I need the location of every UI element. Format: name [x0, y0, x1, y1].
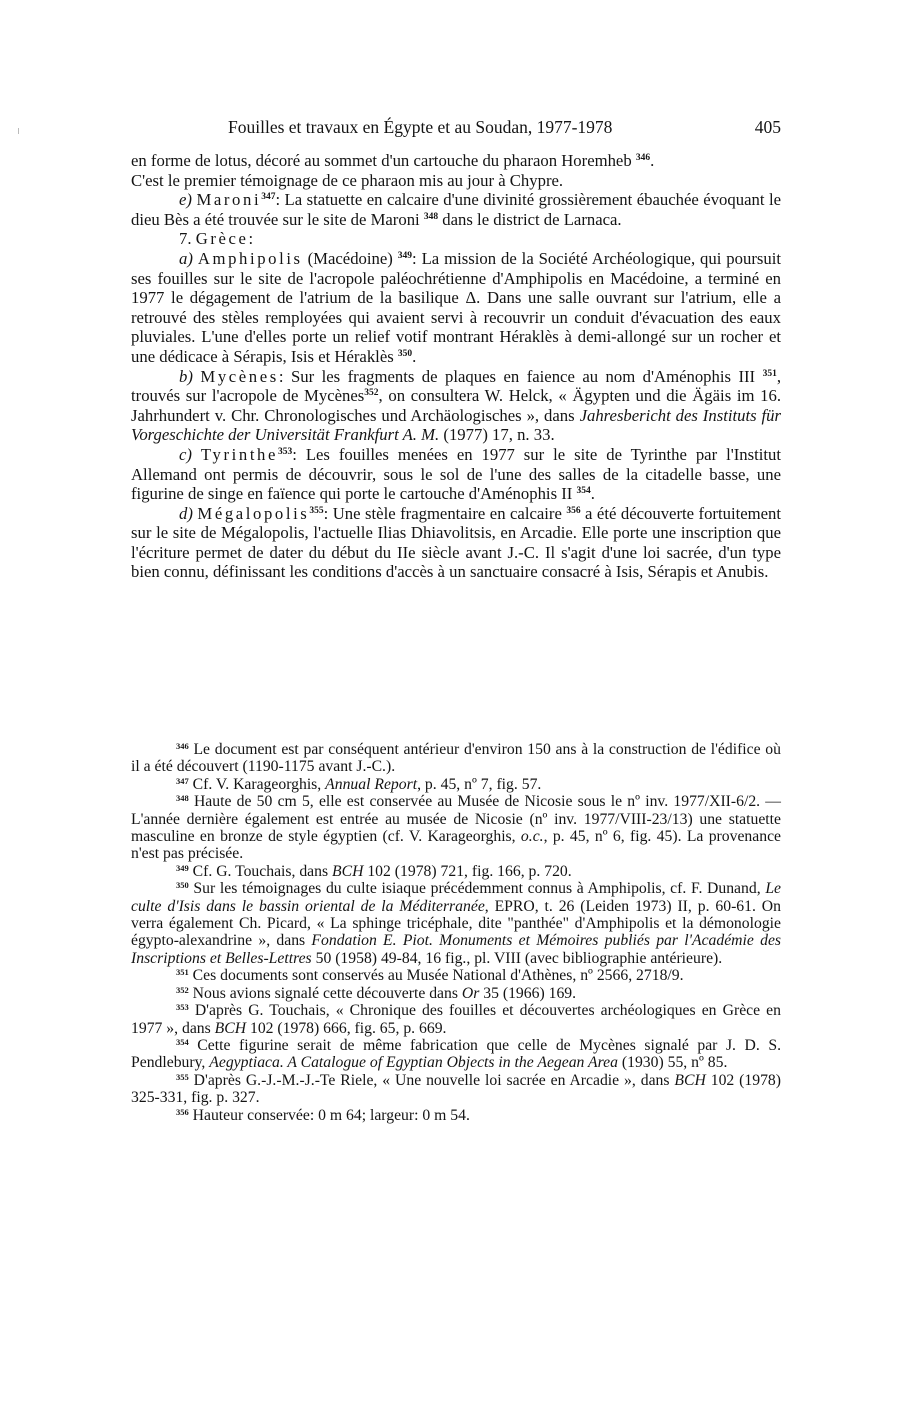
paragraph-amphipolis: a) Amphipolis (Macédoine) $^{349}$: La mission de la Société Archéologique, qui poursuit ses fouilles sur le site de l'acropole paléochrétienne d'Amphipolis en Macédoine, a terminé en 1977 le dégagement de l'atrium de la basilique Δ. Dans une salle ouvrant sur l'atrium, elle a retrouvé des stèles remployées qui avaient servi à recouvrir un conduit d'évacuation des eaux pluviales. L'une d'elles porte un relief votif montrant Héraklès à demi-allongé sur un rocher et une dédicace à Sérapis, Isis et Héraklès $^{350}$. [131, 248, 782, 366]
footnote: $^{354}$ Cette figurine serait de même fabrication que celle de Mycènes signalé par J. D. S. Pendlebury, Aegyptiaca. A Catalogue of Egyptian Objects in the Aegean Area (1930) 55, nº 85. [131, 1036, 781, 1072]
site-name: Mycènes [200, 366, 279, 386]
footnote: $^{351}$ Ces documents sont conservés au Musée National d'Athènes, nº 2566, 2718/9. [176, 967, 684, 985]
footnote: $^{352}$ Nous avions signalé cette découverte dans Or 35 (1966) 169. [176, 984, 577, 1002]
page-number: 405 [754, 117, 781, 137]
paragraph-maroni: e) Maroni$^{347}$: La statuette en calcaire d'une divinité grossièrement ébauchée évoquant le dieu Bès a été trouvée sur le site de Maroni $^{348}$ dans le district de Larnaca. [131, 190, 782, 229]
footnote-ref: 354 [576, 486, 591, 497]
footnote: $^{355}$ D'après G.-J.-M.-J.-Te Riele, « Une nouvelle loi sacrée en Arcadie », dans BCH 102 (1978) 325-331, fig. p. 327. [131, 1071, 781, 1107]
footnotes [131, 741, 781, 1124]
footnote-ref: 350 [397, 348, 413, 359]
footnote: $^{348}$ Haute de 50 cm 5, elle est conservée au Musée de Nicosie sous le nº inv. 1977/XII-6/2. — L'année dernière également est entrée au musée de Nicosie (nº inv. 1977/VIII-23/13) une statuette masculine en bronze de style égyptien (cf. V. Karageorghis, o.c., p. 45, nº 6, fig. 45). La provenance n'est pas précisée. [131, 793, 781, 863]
running-title: Fouilles et travaux en Égypte et au Soudan, 1977-1978 [228, 117, 613, 137]
site-name: Tyrinthe [200, 444, 279, 464]
section-heading-greece: 7. Grèce: [179, 229, 254, 249]
footnote-ref: 353 [278, 446, 293, 457]
footnote: $^{346}$ Le document est par conséquent antérieur d'environ 150 ans à la construction de l'édifice où il a été découvert (1190-1175 avant J.-C.). [131, 741, 781, 776]
paragraph-first-witness: C'est le premier témoignage de ce pharaon mis au jour à Chypre. [131, 170, 564, 190]
footnote-ref: 347 [261, 192, 276, 203]
margin-mark [18, 128, 19, 134]
footnote: $^{347}$ Cf. V. Karageorghis, Annual Report, p. 45, nº 7, fig. 57. [176, 775, 542, 793]
site-name: Amphipolis [197, 248, 303, 268]
footnote-ref: 352 [364, 388, 379, 399]
site-name: Mégalopolis [197, 503, 310, 523]
paragraph-mycenes: b) Mycènes: Sur les fragments de plaques en faience au nom d'Aménophis III $^{351}$, trouvés sur l'acropole de Mycènes$^{352}$, on consultera W. Helck, « Ägypten und die Ägäis im 16. Jahrhundert v. Chr. Chronologisches und Archäologisches », dans Jahresbericht des Instituts für Vorgeschichte der Universität Frankfurt A. M. (1977) 17, n. 33. [131, 366, 782, 445]
body-text [131, 151, 781, 582]
paragraph-tyrinthe: c) Tyrinthe$^{353}$: Les fouilles menées en 1977 sur le site de Tyrinthe par l'Institut Allemand ont permis de découvrir, sous le sol de l'une des salles de la citadelle basse, une figurine de singe en faïence qui porte le cartouche d'Aménophis II $^{354}$. [131, 444, 781, 504]
journal-title: Jahresbericht des Instituts für Vorgeschichte der Universität Frankfurt A. M. [131, 405, 781, 445]
paragraph-megalopolis: d) Mégalopolis$^{355}$: Une stèle fragmentaire en calcaire $^{356}$ a été découverte fortuitement sur le site de Mégalopolis, l'actuelle Ilias Dhiavolitsis, en Arcadie. Elle porte une inscription que l'écriture permet de dater du début du IIe siècle avant J.-C. Il s'agit d'une loi sacrée, d'un type bien connu, définissant les conditions d'accès à un sanctuaire consacré à Isis, Sérapis et Anubis. [131, 503, 781, 582]
footnote-ref: 355 [309, 505, 324, 516]
footnote: $^{349}$ Cf. G. Touchais, dans BCH 102 (1978) 721, fig. 166, p. 720. [176, 862, 572, 880]
century-numeral: IIe [397, 542, 416, 562]
paragraph-cyprus-end: en forme de lotus, décoré au sommet d'un cartouche du pharaon Horemheb $^{346}$. [131, 151, 655, 170]
footnote: $^{353}$ D'après G. Touchais, « Chronique des fouilles et découvertes archéologiques en Grèce en 1977 », dans BCH 102 (1978) 666, fig. 65, p. 669. [131, 1002, 781, 1037]
footnote-ref: 351 [762, 368, 777, 379]
footnote: $^{350}$ Sur les témoignages du culte isiaque précédemment connus à Amphipolis, cf. F. Dunand, Le culte d'Isis dans le bassin oriental de la Méditerranée, EPRO, t. 26 (Leiden 1973) II, p. 60-61. On verra également Ch. Picard, « La sphinge tricéphale, dite "panthée" d'Amphipolis et la démonologie égypto-alexandrine », dans Fondation E. Piot. Monuments et Mémoires publiés par l'Académie des Inscriptions et Belles-Lettres 50 (1958) 49-84, 16 fig., pl. VIII (avec bibliographie antérieure). [131, 880, 782, 967]
site-name: Maroni [196, 190, 262, 210]
footnote-ref: 349 [397, 250, 413, 261]
footnote-ref: 356 [566, 505, 581, 516]
footnote-ref: 348 [423, 211, 439, 222]
footnote: $^{356}$ Hauteur conservée: 0 m 64; largeur: 0 m 54. [176, 1106, 470, 1124]
footnote-ref: 346 [635, 153, 651, 163]
